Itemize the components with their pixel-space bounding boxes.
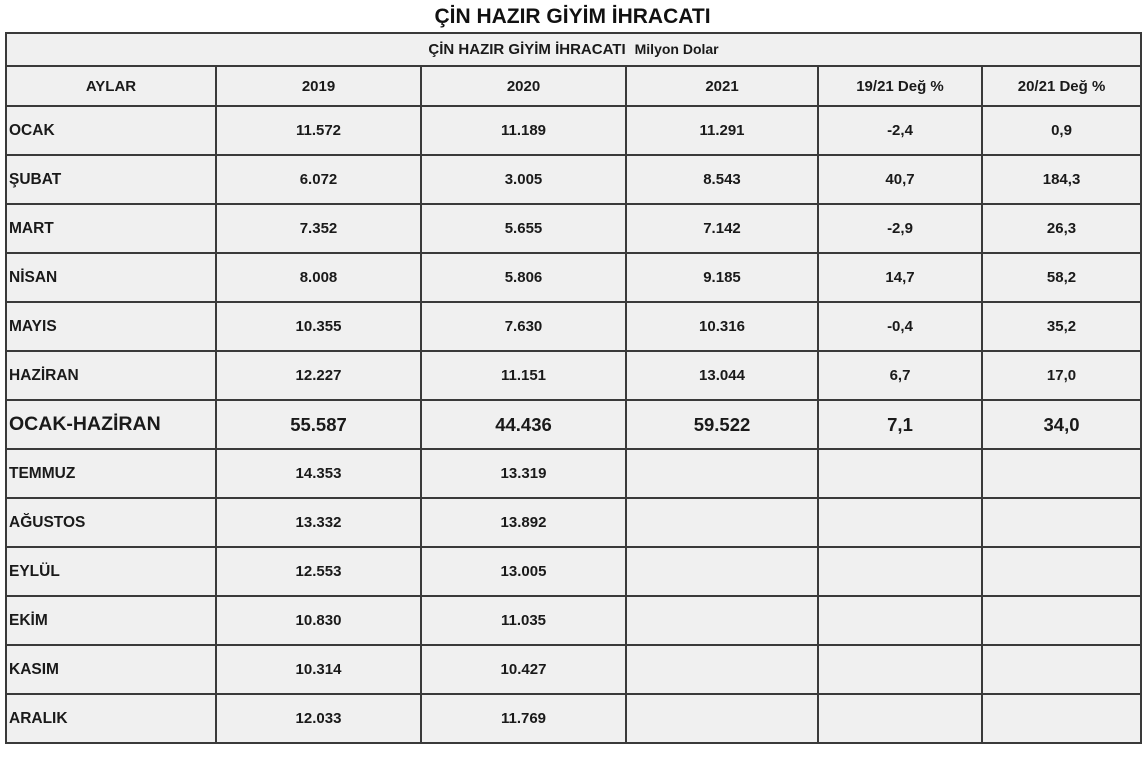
value-cell: 13.005 xyxy=(421,547,626,596)
value-cell: 11.291 xyxy=(626,106,818,155)
value-cell: 8.543 xyxy=(626,155,818,204)
exports-table xyxy=(5,32,1142,744)
value-cell: 34,0 xyxy=(982,400,1141,449)
month-cell: HAZİRAN xyxy=(6,351,216,400)
month-cell: OCAK xyxy=(6,106,216,155)
value-cell: 10.316 xyxy=(626,302,818,351)
value-cell xyxy=(818,547,982,596)
value-cell: 184,3 xyxy=(982,155,1141,204)
value-cell: 13.044 xyxy=(626,351,818,400)
month-cell: MAYIS xyxy=(6,302,216,351)
value-cell: 55.587 xyxy=(216,400,421,449)
month-cell: EKİM xyxy=(6,596,216,645)
value-cell xyxy=(626,596,818,645)
value-cell: 6.072 xyxy=(216,155,421,204)
value-cell xyxy=(818,449,982,498)
value-cell: 0,9 xyxy=(982,106,1141,155)
table-row xyxy=(6,694,1141,743)
value-cell: 11.035 xyxy=(421,596,626,645)
month-cell: ŞUBAT xyxy=(6,155,216,204)
value-cell: 10.830 xyxy=(216,596,421,645)
value-cell xyxy=(626,449,818,498)
value-cell: -2,9 xyxy=(818,204,982,253)
month-cell: ARALIK xyxy=(6,694,216,743)
value-cell xyxy=(626,498,818,547)
column-header-2020: 2020 xyxy=(421,66,626,106)
value-cell: 5.806 xyxy=(421,253,626,302)
month-cell: TEMMUZ xyxy=(6,449,216,498)
table-row xyxy=(6,596,1141,645)
month-cell: NİSAN xyxy=(6,253,216,302)
value-cell: 11.769 xyxy=(421,694,626,743)
value-cell xyxy=(626,694,818,743)
table-row xyxy=(6,351,1141,400)
table-row xyxy=(6,498,1141,547)
value-cell xyxy=(626,645,818,694)
value-cell xyxy=(982,645,1141,694)
table-row xyxy=(6,204,1141,253)
value-cell: -2,4 xyxy=(818,106,982,155)
value-cell: 44.436 xyxy=(421,400,626,449)
month-cell: AĞUSTOS xyxy=(6,498,216,547)
value-cell xyxy=(982,547,1141,596)
table-unit-label: Milyon Dolar xyxy=(634,41,719,57)
table-row xyxy=(6,106,1141,155)
column-header-2021: 2021 xyxy=(626,66,818,106)
value-cell: 13.319 xyxy=(421,449,626,498)
value-cell: 3.005 xyxy=(421,155,626,204)
value-cell: 40,7 xyxy=(818,155,982,204)
value-cell: 5.655 xyxy=(421,204,626,253)
value-cell: 11.189 xyxy=(421,106,626,155)
value-cell xyxy=(982,596,1141,645)
value-cell: 12.227 xyxy=(216,351,421,400)
table-row xyxy=(6,253,1141,302)
table-header-row xyxy=(6,66,1141,106)
value-cell: 7.630 xyxy=(421,302,626,351)
month-cell: EYLÜL xyxy=(6,547,216,596)
table-subtitle-cell xyxy=(6,33,1141,66)
value-cell xyxy=(818,645,982,694)
table-subtitle-row xyxy=(6,33,1141,66)
value-cell: 35,2 xyxy=(982,302,1141,351)
value-cell: 10.427 xyxy=(421,645,626,694)
page-title: ÇİN HAZIR GİYİM İHRACATI xyxy=(434,5,711,28)
month-cell: MART xyxy=(6,204,216,253)
value-cell: 26,3 xyxy=(982,204,1141,253)
value-cell xyxy=(626,547,818,596)
value-cell: 12.033 xyxy=(216,694,421,743)
value-cell xyxy=(818,596,982,645)
column-header-20-21-deg: 20/21 Değ % xyxy=(982,66,1141,106)
value-cell xyxy=(982,498,1141,547)
value-cell: 7,1 xyxy=(818,400,982,449)
value-cell: 10.314 xyxy=(216,645,421,694)
value-cell: 59.522 xyxy=(626,400,818,449)
value-cell: 17,0 xyxy=(982,351,1141,400)
table-subtitle: ÇİN HAZIR GİYİM İHRACATI xyxy=(428,41,626,58)
column-header-2019: 2019 xyxy=(216,66,421,106)
value-cell xyxy=(818,498,982,547)
value-cell: 11.572 xyxy=(216,106,421,155)
value-cell: 7.352 xyxy=(216,204,421,253)
table-row xyxy=(6,449,1141,498)
month-cell: KASIM xyxy=(6,645,216,694)
value-cell: 14.353 xyxy=(216,449,421,498)
value-cell: 7.142 xyxy=(626,204,818,253)
value-cell: 11.151 xyxy=(421,351,626,400)
value-cell: -0,4 xyxy=(818,302,982,351)
value-cell: 12.553 xyxy=(216,547,421,596)
value-cell: 10.355 xyxy=(216,302,421,351)
column-header-19-21-deg: 19/21 Değ % xyxy=(818,66,982,106)
value-cell: 6,7 xyxy=(818,351,982,400)
value-cell: 9.185 xyxy=(626,253,818,302)
table-row xyxy=(6,155,1141,204)
table-row xyxy=(6,547,1141,596)
table-row xyxy=(6,302,1141,351)
value-cell: 13.332 xyxy=(216,498,421,547)
table-body xyxy=(6,106,1141,743)
value-cell: 8.008 xyxy=(216,253,421,302)
value-cell xyxy=(982,694,1141,743)
value-cell xyxy=(818,694,982,743)
value-cell xyxy=(982,449,1141,498)
column-header-aylar: AYLAR xyxy=(6,66,216,106)
table-row-total xyxy=(6,400,1141,449)
table-row xyxy=(6,645,1141,694)
month-cell: OCAK-HAZİRAN xyxy=(6,400,216,449)
value-cell: 13.892 xyxy=(421,498,626,547)
value-cell: 58,2 xyxy=(982,253,1141,302)
value-cell: 14,7 xyxy=(818,253,982,302)
